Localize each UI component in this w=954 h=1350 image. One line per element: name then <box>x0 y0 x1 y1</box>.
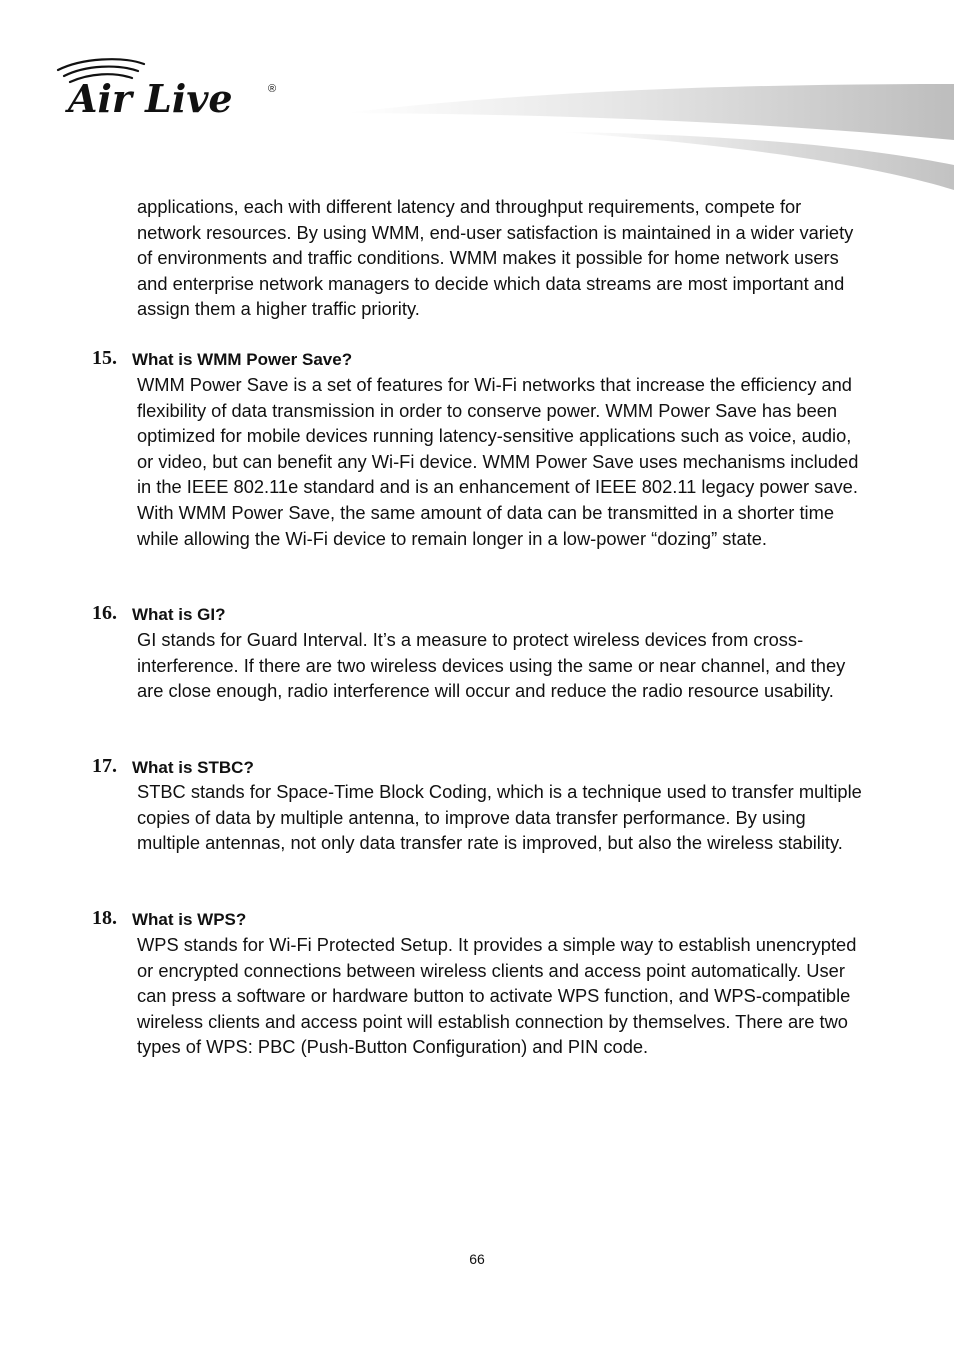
faq-number: 18. <box>92 907 117 929</box>
faq-number: 15. <box>92 347 117 369</box>
faq-number: 16. <box>92 602 117 624</box>
faq-question-title: What is STBC? <box>132 758 254 777</box>
svg-text:®: ® <box>268 83 277 95</box>
faq-question-title: What is GI? <box>132 605 226 624</box>
faq-answer: STBC stands for Space-Time Block Coding, which is a technique used to transfer multiple copies of data by multiple antenna, to improve data transfer performance. By using multiple antennas, not only data transfer rate is improved, but also the wireless stability. <box>137 781 862 854</box>
faq-answer: GI stands for Guard Interval. It’s a measure to protect wireless devices from cross-interference. If there are two wireless devices using the same or near channel, and they are close enough, radio interference will occur and reduce the radio resource usability. <box>137 629 846 702</box>
faq-question-title: What is WPS? <box>132 910 247 929</box>
svg-text:Air Live: Air Live <box>68 76 233 121</box>
faq-answer: WPS stands for Wi-Fi Protected Setup. It provides a simple way to establish unencrypted or encrypted connections between wireless clients and access point automatically. User can press a software or hardware button to activate WPS function, and WPS-compatible wireless clients and access point will establish connection by themselves. There are two types of WPS: PBC (Push-Button Configuration) and PIN code. <box>137 934 857 1058</box>
intro-paragraph: applications, each with different latency and throughput requirements, compete for network resources. By using WMM, end-user satisfaction is maintained in a wider variety of environments and traffic conditions. WMM makes it possible for home network users and enterprise network managers to decide which data streams are most important and assign them a higher traffic priority. <box>137 196 854 320</box>
faq-number: 17. <box>92 755 117 777</box>
airlive-logo <box>52 52 292 127</box>
page-number: 66 <box>469 1251 485 1267</box>
faq-question-title: What is WMM Power Save? <box>132 350 353 369</box>
faq-answer: WMM Power Save is a set of features for Wi-Fi networks that increase the efficiency and flexibility of data transmission in order to conserve power. WMM Power Save has been optimized for mobile devices running latency-sensitive applications such as voice, audio, or video, but can benefit any Wi-Fi device. WMM Power Save uses mechanisms included in the IEEE 802.11e standard and is an enhancement of IEEE 802.11 legacy power save. With WMM Power Save, the same amount of data can be transmitted in a shorter time while allowing the Wi-Fi device to remain longer in a low-power “dozing” state. <box>137 374 859 549</box>
page-header <box>0 0 954 195</box>
